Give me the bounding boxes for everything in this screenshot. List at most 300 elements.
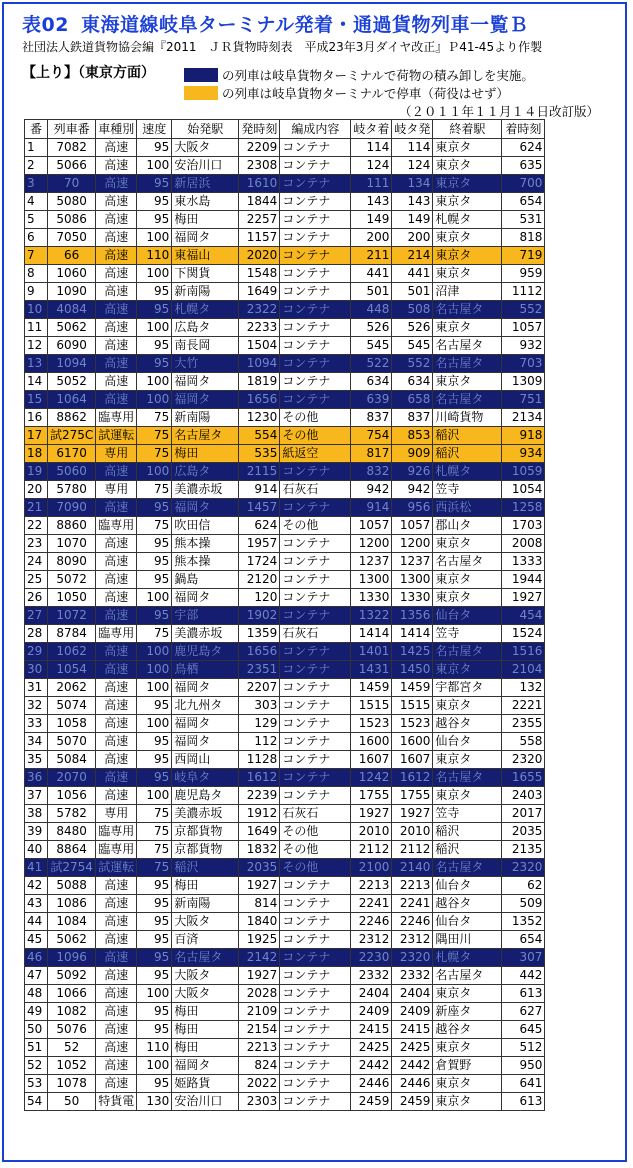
- table-cell: 2233: [239, 319, 280, 337]
- table-cell: 942: [392, 481, 433, 499]
- table-cell: 高速: [96, 733, 137, 751]
- table-cell: 634: [351, 373, 392, 391]
- table-cell: 8: [25, 265, 48, 283]
- table-cell: 200: [392, 229, 433, 247]
- table-cell: 稲沢: [433, 841, 502, 859]
- table-cell: 95: [137, 1075, 172, 1093]
- table-cell: 75: [137, 427, 172, 445]
- table-cell: 2022: [239, 1075, 280, 1093]
- table-cell: 20: [25, 481, 48, 499]
- table-row: [25, 535, 545, 553]
- table-cell: 梅田: [172, 1021, 239, 1039]
- table-cell: 1054: [502, 481, 545, 499]
- table-cell: 5062: [48, 319, 96, 337]
- table-cell: 試運転: [96, 859, 137, 877]
- table-cell: 307: [502, 949, 545, 967]
- table-cell: 高速: [96, 283, 137, 301]
- table-row: [25, 337, 545, 355]
- table-cell: 75: [137, 481, 172, 499]
- table-cell: 名古屋タ: [433, 859, 502, 877]
- table-cell: 熊本操: [172, 553, 239, 571]
- table-cell: 1200: [392, 535, 433, 553]
- table-cell: 2062: [48, 679, 96, 697]
- table-cell: 美濃赤坂: [172, 481, 239, 499]
- table-cell: 東京タ: [433, 157, 502, 175]
- table-cell: 石灰石: [280, 625, 351, 643]
- table-row: [25, 823, 545, 841]
- table-cell: 35: [25, 751, 48, 769]
- table-cell: 1504: [239, 337, 280, 355]
- table-cell: 東京タ: [433, 571, 502, 589]
- table-cell: 654: [502, 193, 545, 211]
- table-cell: 32: [25, 697, 48, 715]
- table-cell: 名古屋タ: [172, 427, 239, 445]
- table-cell: 100: [137, 643, 172, 661]
- table-cell: 509: [502, 895, 545, 913]
- table-cell: 522: [351, 355, 392, 373]
- table-cell: 名古屋タ: [433, 337, 502, 355]
- table-cell: 東京タ: [433, 175, 502, 193]
- table-cell: 1094: [48, 355, 96, 373]
- table-cell: 1459: [392, 679, 433, 697]
- table-cell: 1057: [351, 517, 392, 535]
- table-row: [25, 733, 545, 751]
- table-cell: 高速: [96, 1003, 137, 1021]
- table-title: 東海道線岐阜ターミナル発着・通過貨物列車一覧Ｂ: [80, 14, 529, 36]
- table-cell: 5074: [48, 697, 96, 715]
- table-cell: 120: [239, 589, 280, 607]
- table-cell: 1052: [48, 1057, 96, 1075]
- table-cell: 宇部: [172, 607, 239, 625]
- table-cell: 東京タ: [433, 1093, 502, 1111]
- table-cell: 6170: [48, 445, 96, 463]
- table-row: [25, 985, 545, 1003]
- table-cell: 46: [25, 949, 48, 967]
- table-cell: 7: [25, 247, 48, 265]
- table-cell: 東京タ: [433, 787, 502, 805]
- table-cell: 8784: [48, 625, 96, 643]
- table-row: [25, 481, 545, 499]
- table-cell: 50: [48, 1093, 96, 1111]
- table-cell: 1414: [351, 625, 392, 643]
- table-cell: 634: [392, 373, 433, 391]
- table-cell: 2213: [392, 877, 433, 895]
- table-cell: 高速: [96, 571, 137, 589]
- table-cell: 梅田: [172, 1039, 239, 1057]
- table-cell: 稲沢: [433, 823, 502, 841]
- table-cell: 36: [25, 769, 48, 787]
- page-frame: [2, 2, 627, 1162]
- table-cell: 100: [137, 589, 172, 607]
- legend-navy: [184, 66, 534, 84]
- table-row: [25, 1021, 545, 1039]
- table-cell: 5076: [48, 1021, 96, 1039]
- table-cell: 95: [137, 499, 172, 517]
- table-cell: 100: [137, 787, 172, 805]
- table-cell: 639: [351, 391, 392, 409]
- table-cell: 2404: [351, 985, 392, 1003]
- table-row: [25, 715, 545, 733]
- table-cell: 10: [25, 301, 48, 319]
- table-header-row: [25, 120, 545, 139]
- table-cell: 2020: [239, 247, 280, 265]
- table-cell: 100: [137, 661, 172, 679]
- table-cell: 535: [239, 445, 280, 463]
- table-row: [25, 463, 545, 481]
- table-cell: 6090: [48, 337, 96, 355]
- table-row: [25, 571, 545, 589]
- table-cell: 934: [502, 445, 545, 463]
- table-cell: 1927: [239, 967, 280, 985]
- table-cell: 454: [502, 607, 545, 625]
- table-cell: コンテナ: [280, 697, 351, 715]
- table-cell: 1128: [239, 751, 280, 769]
- col-header: 列車番: [48, 120, 96, 139]
- table-cell: コンテナ: [280, 211, 351, 229]
- table-cell: 2241: [392, 895, 433, 913]
- table-cell: 東京タ: [433, 265, 502, 283]
- table-cell: 45: [25, 931, 48, 949]
- table-row: [25, 859, 545, 877]
- table-cell: 1927: [502, 589, 545, 607]
- table-cell: コンテナ: [280, 733, 351, 751]
- table-cell: 高速: [96, 877, 137, 895]
- table-cell: 3: [25, 175, 48, 193]
- table-cell: 100: [137, 373, 172, 391]
- table-cell: 専用: [96, 805, 137, 823]
- table-cell: 1607: [351, 751, 392, 769]
- table-cell: 43: [25, 895, 48, 913]
- table-cell: 75: [137, 859, 172, 877]
- table-cell: 京都貨物: [172, 841, 239, 859]
- table-cell: 100: [137, 679, 172, 697]
- table-cell: 1200: [351, 535, 392, 553]
- table-cell: 558: [502, 733, 545, 751]
- legend-navy-text: の列車は岐阜貨物ターミナルで荷物の積み卸しを実施。: [222, 68, 534, 83]
- table-cell: 新南陽: [172, 283, 239, 301]
- table-cell: 8862: [48, 409, 96, 427]
- table-cell: 福岡タ: [172, 391, 239, 409]
- table-row: [25, 157, 545, 175]
- table-cell: 29: [25, 643, 48, 661]
- table-cell: 16: [25, 409, 48, 427]
- table-cell: 1925: [239, 931, 280, 949]
- table-cell: 112: [239, 733, 280, 751]
- table-cell: 95: [137, 355, 172, 373]
- table-cell: 5084: [48, 751, 96, 769]
- table-cell: 95: [137, 1003, 172, 1021]
- table-cell: 1090: [48, 283, 96, 301]
- table-cell: 149: [351, 211, 392, 229]
- table-cell: 27: [25, 607, 48, 625]
- table-cell: 1359: [239, 625, 280, 643]
- table-row: [25, 355, 545, 373]
- table-cell: 1844: [239, 193, 280, 211]
- table-cell: 1050: [48, 589, 96, 607]
- table-cell: コンテナ: [280, 913, 351, 931]
- table-cell: 554: [239, 427, 280, 445]
- table-cell: 2135: [502, 841, 545, 859]
- table-cell: コンテナ: [280, 769, 351, 787]
- table-cell: コンテナ: [280, 139, 351, 157]
- col-header: 岐タ着: [351, 120, 392, 139]
- table-cell: 52: [48, 1039, 96, 1057]
- table-cell: コンテナ: [280, 1057, 351, 1075]
- table-row: [25, 589, 545, 607]
- table-cell: 1457: [239, 499, 280, 517]
- table-cell: 130: [137, 1093, 172, 1111]
- table-cell: 高速: [96, 337, 137, 355]
- table-cell: 8864: [48, 841, 96, 859]
- table-cell: 1819: [239, 373, 280, 391]
- table-cell: 545: [351, 337, 392, 355]
- table-cell: 新座タ: [433, 1003, 502, 1021]
- table-cell: 1094: [239, 355, 280, 373]
- table-cell: 鳥栖: [172, 661, 239, 679]
- table-cell: コンテナ: [280, 319, 351, 337]
- table-cell: コンテナ: [280, 373, 351, 391]
- table-cell: その他: [280, 841, 351, 859]
- table-cell: 鍋島: [172, 571, 239, 589]
- table-cell: 1060: [48, 265, 96, 283]
- table-cell: コンテナ: [280, 535, 351, 553]
- table-cell: 2120: [239, 571, 280, 589]
- table-cell: 1832: [239, 841, 280, 859]
- table-cell: 東京タ: [433, 1075, 502, 1093]
- table-cell: 梅田: [172, 1003, 239, 1021]
- table-cell: 34: [25, 733, 48, 751]
- table-cell: 2213: [351, 877, 392, 895]
- table-code: 表02: [22, 14, 69, 36]
- table-cell: 624: [239, 517, 280, 535]
- table-cell: 13: [25, 355, 48, 373]
- table-row: [25, 175, 545, 193]
- table-cell: 48: [25, 985, 48, 1003]
- table-cell: 211: [351, 247, 392, 265]
- table-cell: 2403: [502, 787, 545, 805]
- table-cell: 高速: [96, 211, 137, 229]
- table-row: [25, 841, 545, 859]
- table-cell: 441: [392, 265, 433, 283]
- table-cell: 95: [137, 751, 172, 769]
- table-cell: 2035: [239, 859, 280, 877]
- table-cell: 526: [392, 319, 433, 337]
- table-cell: 名古屋タ: [433, 355, 502, 373]
- table-cell: 75: [137, 805, 172, 823]
- table-cell: 95: [137, 733, 172, 751]
- table-cell: 臨専用: [96, 625, 137, 643]
- table-cell: 641: [502, 1075, 545, 1093]
- table-cell: 44: [25, 913, 48, 931]
- table-cell: 1957: [239, 535, 280, 553]
- col-header: 終着駅: [433, 120, 502, 139]
- table-cell: 専用: [96, 445, 137, 463]
- table-cell: 2322: [239, 301, 280, 319]
- table-cell: 700: [502, 175, 545, 193]
- table-cell: コンテナ: [280, 1039, 351, 1057]
- table-cell: 1703: [502, 517, 545, 535]
- table-cell: 442: [502, 967, 545, 985]
- table-cell: 1612: [239, 769, 280, 787]
- table-row: [25, 247, 545, 265]
- table-cell: 笠寺: [433, 805, 502, 823]
- table-cell: 高速: [96, 319, 137, 337]
- table-cell: 110: [137, 247, 172, 265]
- table-cell: 75: [137, 409, 172, 427]
- table-cell: 専用: [96, 481, 137, 499]
- table-cell: 札幌タ: [433, 211, 502, 229]
- table-cell: 4084: [48, 301, 96, 319]
- col-header: 発時刻: [239, 120, 280, 139]
- table-row: [25, 967, 545, 985]
- table-cell: 1: [25, 139, 48, 157]
- table-cell: 1656: [239, 643, 280, 661]
- table-cell: 2459: [351, 1093, 392, 1111]
- table-cell: 2142: [239, 949, 280, 967]
- table-cell: 岐阜タ: [172, 769, 239, 787]
- table-cell: 1401: [351, 643, 392, 661]
- table-row: [25, 391, 545, 409]
- table-cell: 2070: [48, 769, 96, 787]
- col-header: 編成内容: [280, 120, 351, 139]
- table-cell: 高速: [96, 679, 137, 697]
- table-cell: 東京タ: [433, 751, 502, 769]
- table-cell: 441: [351, 265, 392, 283]
- table-cell: 高速: [96, 139, 137, 157]
- table-cell: 17: [25, 427, 48, 445]
- table-cell: 越谷タ: [433, 715, 502, 733]
- table-cell: 448: [351, 301, 392, 319]
- table-cell: 95: [137, 607, 172, 625]
- table-cell: 札幌タ: [172, 301, 239, 319]
- table-cell: 東京タ: [433, 661, 502, 679]
- table-cell: 95: [137, 193, 172, 211]
- table-cell: 仙台タ: [433, 877, 502, 895]
- table-cell: 5062: [48, 931, 96, 949]
- table-cell: 31: [25, 679, 48, 697]
- table-row: [25, 607, 545, 625]
- table-cell: 932: [502, 337, 545, 355]
- table-row: [25, 679, 545, 697]
- table-cell: 62: [502, 877, 545, 895]
- table-cell: 914: [351, 499, 392, 517]
- table-cell: 笠寺: [433, 625, 502, 643]
- table-cell: 9: [25, 283, 48, 301]
- table-cell: 24: [25, 553, 48, 571]
- table-row: [25, 211, 545, 229]
- table-cell: 914: [239, 481, 280, 499]
- table-cell: 624: [502, 139, 545, 157]
- table-cell: 2010: [392, 823, 433, 841]
- table-cell: 1300: [392, 571, 433, 589]
- table-cell: 高速: [96, 463, 137, 481]
- table-cell: 1258: [502, 499, 545, 517]
- table-cell: 926: [392, 463, 433, 481]
- table-cell: 1459: [351, 679, 392, 697]
- table-cell: 2332: [351, 967, 392, 985]
- table-cell: 2028: [239, 985, 280, 1003]
- table-row: [25, 427, 545, 445]
- table-cell: 札幌タ: [433, 949, 502, 967]
- table-cell: コンテナ: [280, 463, 351, 481]
- table-cell: 19: [25, 463, 48, 481]
- table-cell: 稲沢: [433, 445, 502, 463]
- table-cell: 1333: [502, 553, 545, 571]
- table-cell: 817: [351, 445, 392, 463]
- table-cell: 東京タ: [433, 319, 502, 337]
- table-cell: 33: [25, 715, 48, 733]
- table-cell: 5092: [48, 967, 96, 985]
- table-cell: 95: [137, 553, 172, 571]
- table-cell: 100: [137, 715, 172, 733]
- table-cell: 95: [137, 535, 172, 553]
- table-cell: 21: [25, 499, 48, 517]
- table-cell: 95: [137, 913, 172, 931]
- table-cell: 100: [137, 463, 172, 481]
- table-cell: 笠寺: [433, 481, 502, 499]
- table-cell: 15: [25, 391, 48, 409]
- table-cell: 熊本操: [172, 535, 239, 553]
- table-cell: コンテナ: [280, 157, 351, 175]
- table-cell: 名古屋タ: [433, 769, 502, 787]
- table-cell: 1944: [502, 571, 545, 589]
- table-row: [25, 913, 545, 931]
- table-cell: 28: [25, 625, 48, 643]
- table-cell: 高速: [96, 175, 137, 193]
- table-cell: 100: [137, 1057, 172, 1075]
- table-cell: 2320: [502, 859, 545, 877]
- table-cell: 956: [392, 499, 433, 517]
- table-cell: 5052: [48, 373, 96, 391]
- table-cell: 宇都宮タ: [433, 679, 502, 697]
- table-cell: 東京タ: [433, 139, 502, 157]
- table-cell: 95: [137, 895, 172, 913]
- table-row: [25, 1075, 545, 1093]
- table-cell: 福岡タ: [172, 373, 239, 391]
- table-cell: 95: [137, 769, 172, 787]
- table-cell: 1237: [392, 553, 433, 571]
- table-cell: 1242: [351, 769, 392, 787]
- table-cell: 沼津: [433, 283, 502, 301]
- table-cell: 613: [502, 985, 545, 1003]
- table-cell: 新南陽: [172, 409, 239, 427]
- table-cell: コンテナ: [280, 895, 351, 913]
- table-cell: 名古屋タ: [172, 949, 239, 967]
- table-cell: 試275C: [48, 427, 96, 445]
- table-cell: コンテナ: [280, 715, 351, 733]
- table-cell: 18: [25, 445, 48, 463]
- table-row: [25, 949, 545, 967]
- table-cell: 安治川口: [172, 1093, 239, 1111]
- table-cell: コンテナ: [280, 553, 351, 571]
- table-cell: 1086: [48, 895, 96, 913]
- table-cell: 新南陽: [172, 895, 239, 913]
- table-cell: 高速: [96, 643, 137, 661]
- table-cell: 臨専用: [96, 823, 137, 841]
- table-cell: コンテナ: [280, 1075, 351, 1093]
- table-cell: 719: [502, 247, 545, 265]
- table-cell: 1524: [502, 625, 545, 643]
- table-cell: 75: [137, 823, 172, 841]
- table-cell: 38: [25, 805, 48, 823]
- table-cell: 名古屋タ: [433, 391, 502, 409]
- table-cell: コンテナ: [280, 571, 351, 589]
- table-row: [25, 751, 545, 769]
- table-cell: 1414: [392, 625, 433, 643]
- table-cell: 2246: [351, 913, 392, 931]
- table-cell: コンテナ: [280, 679, 351, 697]
- table-cell: 508: [392, 301, 433, 319]
